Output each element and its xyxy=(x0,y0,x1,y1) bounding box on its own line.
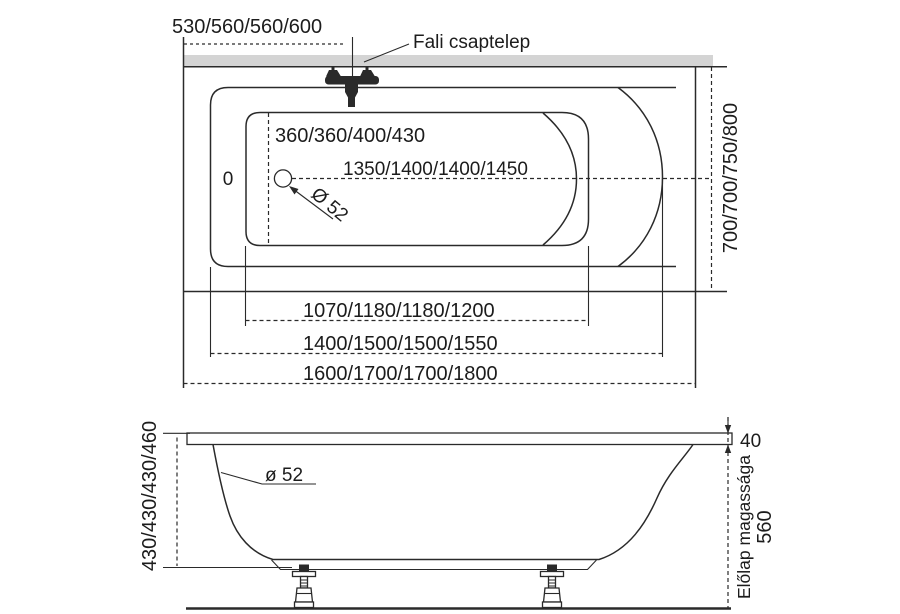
rim-thickness-arrow-top xyxy=(725,425,731,434)
top-view xyxy=(172,16,742,388)
width-dim-label: 700/700/750/800 xyxy=(720,102,742,254)
faucet-spout-base xyxy=(345,84,358,92)
side-view xyxy=(139,417,776,609)
faucet-label: Fali csaptelep xyxy=(413,32,531,53)
adjustable-foot-left xyxy=(293,565,316,608)
foot-base xyxy=(543,602,562,608)
faucet-position-dim-label: 530/560/560/600 xyxy=(172,16,323,38)
backrest-curve xyxy=(618,88,663,267)
front-panel-height-dim-label: 560 xyxy=(754,510,776,544)
foot-base xyxy=(295,602,314,608)
foot-flange xyxy=(541,572,564,577)
adjustable-foot-right xyxy=(541,565,564,608)
rim-thickness-dim-label: 40 xyxy=(740,431,762,452)
drain-length-dim-label: 1350/1400/1400/1450 xyxy=(343,159,528,180)
faucet-handle-left xyxy=(326,67,341,77)
overflow-mark: 0 xyxy=(222,169,234,190)
faucet-handle-right xyxy=(360,67,375,77)
wall-band xyxy=(183,55,713,67)
drain-diameter-label: Ø 52 xyxy=(306,183,352,227)
overall-length-dim-label: 1600/1700/1700/1800 xyxy=(303,363,498,385)
foot-block xyxy=(296,588,313,602)
rim-length-dim-label: 1400/1500/1500/1550 xyxy=(303,333,498,355)
foot-flange xyxy=(293,572,316,577)
drain-hole xyxy=(274,170,291,187)
foot-block xyxy=(544,588,561,602)
basin-length-dim-label: 1070/1180/1180/1200 xyxy=(303,300,495,322)
front-panel-label: Előlap magassága xyxy=(734,455,754,599)
inner-depth-dim-label: 430/430/430/460 xyxy=(139,420,161,572)
drain-leader-arrow xyxy=(289,186,299,195)
rim-bar xyxy=(187,433,732,445)
faucet-spout-taper xyxy=(345,92,358,98)
tub-profile xyxy=(213,445,693,560)
faucet-spout-tip xyxy=(348,98,355,108)
rim-thickness-arrow-bottom xyxy=(725,445,731,454)
inner-width-dim-label: 360/360/400/430 xyxy=(275,125,426,147)
side-drain-diameter-label: ø 52 xyxy=(265,465,304,486)
